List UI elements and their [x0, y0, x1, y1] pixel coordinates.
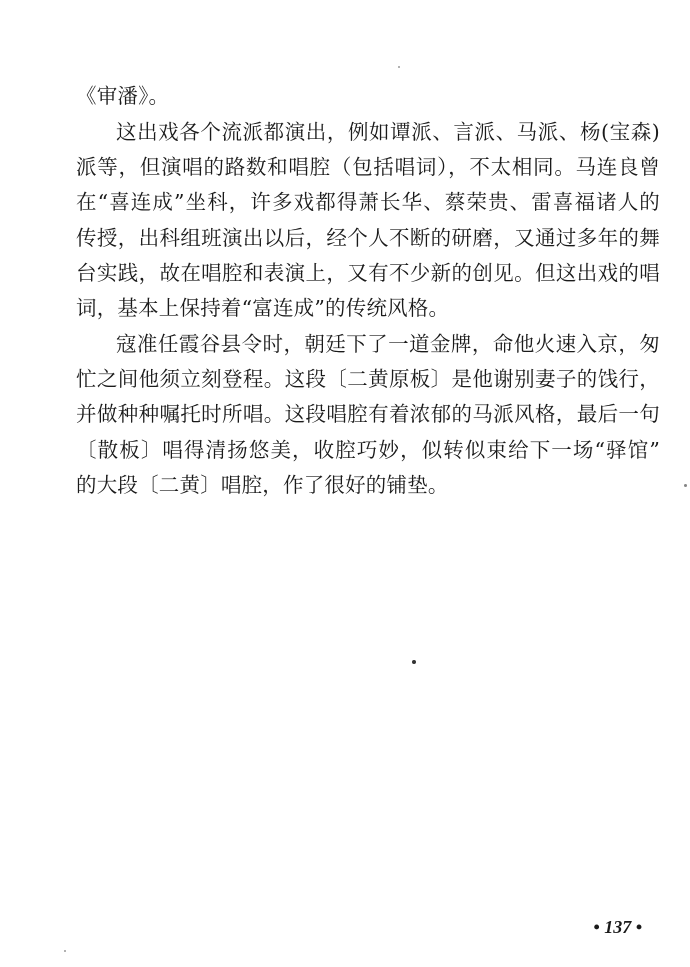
- text-line-1: 《审潘》。: [76, 84, 170, 108]
- text-line-6: 台实践，故在唱腔和表演上，又有不少新的创见。但这出戏的唱: [76, 261, 660, 285]
- page-number: • 137 •: [593, 917, 642, 937]
- text-line-4: 在“喜连成”坐科，许多戏都得萧长华、蔡荣贵、雷喜福诸人的: [76, 190, 660, 214]
- text-line-11: 〔散板〕唱得清扬悠美，收腔巧妙，似转似束给下一场“驿馆”: [76, 438, 660, 462]
- scan-speck: [412, 660, 416, 664]
- text-line-7: 词，基本上保持着“富连成”的传统风格。: [76, 296, 450, 320]
- text-line-3: 派等，但演唱的路数和唱腔（包括唱词），不太相同。马连良曾: [76, 155, 660, 179]
- text-line-9: 忙之间他须立刻登程。这段〔二黄原板〕是他谢别妻子的饯行，: [76, 367, 660, 391]
- text-line-12: 的大段〔二黄〕唱腔，作了很好的铺垫。: [76, 473, 449, 497]
- text-line-10: 并做种种嘱托时所唱。这段唱腔有着浓郁的马派风格，最后一句: [76, 402, 660, 426]
- text-line-8: 寇准任霞谷县令时，朝廷下了一道金牌，命他火速入京，匆: [116, 332, 660, 356]
- scan-speck: [684, 484, 687, 487]
- scan-speck: [64, 950, 66, 952]
- scan-speck: [398, 66, 400, 68]
- text-line-5: 传授，出科组班演出以后，经个人不断的研磨，又通过多年的舞: [76, 226, 660, 250]
- text-line-2: 这出戏各个流派都演出，例如谭派、言派、马派、杨(宝森): [116, 120, 660, 144]
